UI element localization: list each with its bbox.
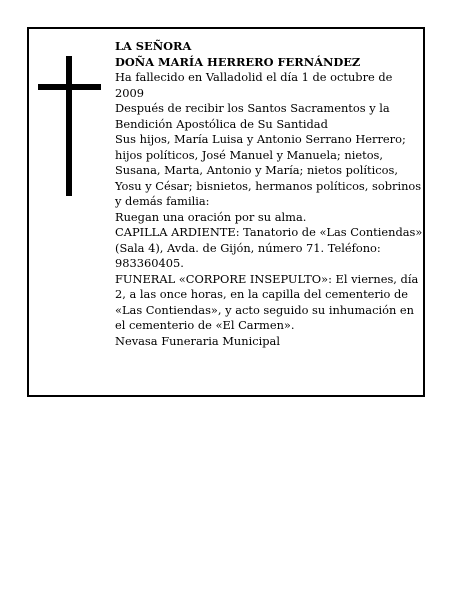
death-announcement: Ha fallecido en Valladolid el día 1 de octubre de 2009 [115,70,393,100]
cross-vertical-bar [66,56,72,196]
deceased-name: DOÑA MARÍA HERRERO FERNÁNDEZ [115,54,361,69]
notice-title-line-1: LA SEÑORA [115,39,192,53]
obituary-text [115,39,423,349]
chapel-info: CAPILLA ARDIENTE: Tanatorio de «Las Contiendas» (Sala 4), Avda. de Gijón, número 71. Teléfono: 983360405. [115,225,423,270]
prayer-request: Ruegan una oración por su alma. [115,209,307,224]
sacraments-statement: Después de recibir los Santos Sacramentos y la Bendición Apostólica de Su Santidad [115,101,390,131]
funeral-info: FUNERAL «CORPORE INSEPULTO»: El viernes, día 2, a las once horas, en la capilla del cementerio de «Las Contiendas», y acto seguido su inhumación en el cementerio de «El Carmen». [115,271,419,332]
family-list: Sus hijos, María Luisa y Antonio Serrano Herrero; hijos políticos, José Manuel y Manuela; nietos, Susana, Marta, Antonio y María; nietos políticos, Yosu y César; bisnietos, hermanos políticos, sobrinos y demás familia: [115,132,422,208]
cross-horizontal-bar [38,84,101,90]
funeral-home: Nevasa Funeraria Municipal [115,333,280,348]
